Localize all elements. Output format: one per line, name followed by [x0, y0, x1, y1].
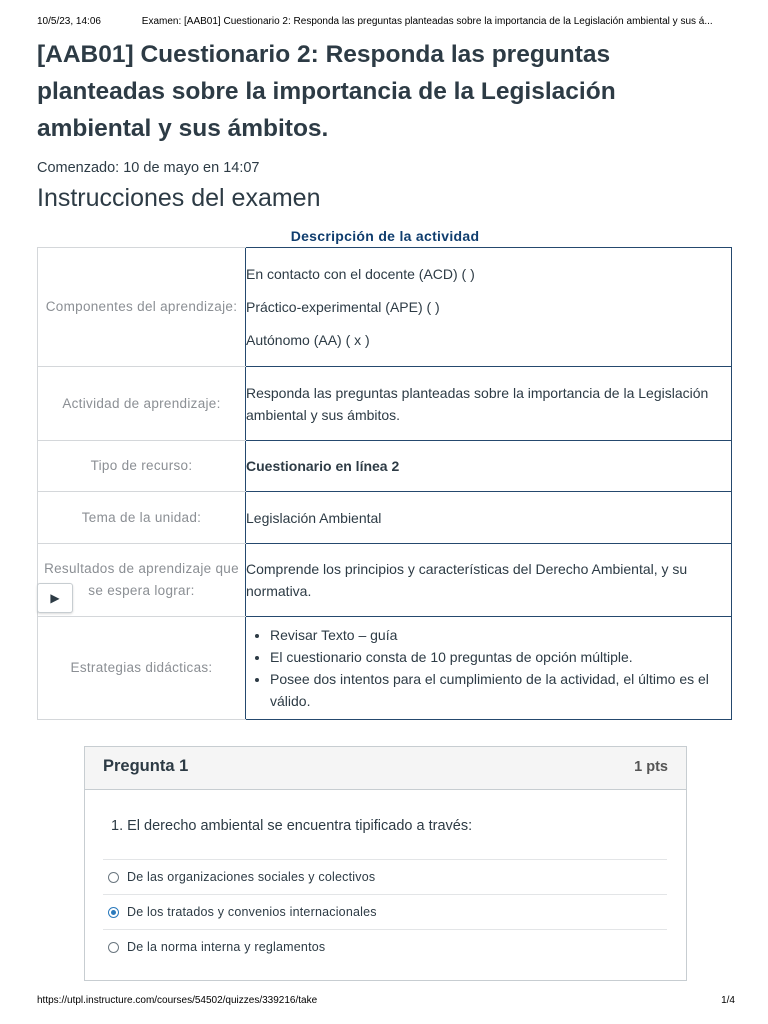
answer-option-1[interactable]: [103, 859, 667, 894]
strategies-label: Estrategias didácticas:: [38, 617, 246, 720]
strategy-item: • El cuestionario consta de 10 preguntas de opción múltiple.: [270, 646, 731, 668]
components-label: [38, 248, 246, 367]
results-label: Resultados de aprendizaje que se espera lograr:: [38, 544, 246, 617]
resource-label: Tipo de recurso:: [38, 441, 246, 492]
components-label-text: Componentes del aprendizaje:: [45, 299, 238, 314]
resource-value: [246, 441, 732, 492]
table-row-resource: [38, 441, 732, 492]
resource-value-text: Cuestionario en línea 2: [246, 458, 400, 474]
table-row-strategies: [38, 617, 732, 720]
question-title: Pregunta 1: [103, 757, 189, 775]
activity-table: [37, 247, 732, 720]
activity-table-caption: Descripción de la actividad: [290, 228, 480, 244]
table-row-components: [38, 248, 732, 367]
page-title: [AAB01] Cuestionario 2: Responda las preguntas planteadas sobre la importancia de la Legislación ambiental y sus ámbitos.: [37, 41, 616, 142]
answer-list: [103, 859, 667, 964]
answer-label: De los tratados y convenios internacionales: [127, 905, 377, 919]
strategy-item: • Posee dos intentos para el cumplimiento de la actividad, el último es el válido.: [270, 668, 731, 712]
question-header: [85, 747, 686, 790]
strategies-value: [246, 617, 732, 720]
instructions-heading: Instrucciones del examen: [37, 184, 321, 212]
topic-value: Legislación Ambiental: [246, 492, 732, 544]
radio-checked-icon[interactable]: [108, 907, 119, 918]
print-header: [37, 16, 738, 27]
question-points: 1 pts: [634, 759, 668, 775]
radio-unchecked-icon[interactable]: [108, 872, 119, 883]
strategy-item: • Revisar Texto – guía: [270, 624, 731, 646]
question-text: 1. El derecho ambiental se encuentra tipificado a través:: [111, 818, 473, 834]
component-acd: En contacto con el docente (ACD) ( ): [246, 266, 475, 282]
print-doc-title: Examen: [AAB01] Cuestionario 2: Responda las preguntas planteadas sobre la importancia de la Legislación ambiental y sus á...: [141, 16, 713, 27]
strategies-list: [246, 624, 731, 712]
results-value: Comprende los principios y características del Derecho Ambiental, y su normativa.: [246, 544, 732, 617]
play-icon: ▶: [50, 591, 60, 605]
table-row-results: [38, 544, 732, 617]
print-footer-url: https://utpl.instructure.com/courses/54502/quizzes/339216/take: [37, 995, 318, 1006]
component-ape: Práctico-experimental (APE) ( ): [246, 299, 440, 315]
radio-unchecked-icon[interactable]: [108, 942, 119, 953]
component-aa: Autónomo (AA) ( x ): [246, 332, 370, 348]
print-footer-page: 1/4: [721, 995, 735, 1006]
answer-label: De las organizaciones sociales y colectivos: [127, 870, 376, 884]
print-date: 10/5/23, 14:06: [37, 16, 101, 27]
activity-label: Actividad de aprendizaje:: [38, 367, 246, 441]
topic-label: Tema de la unidad:: [38, 492, 246, 544]
answer-label: De la norma interna y reglamentos: [127, 940, 326, 954]
answer-option-2[interactable]: [103, 894, 667, 929]
started-timestamp: Comenzado: 10 de mayo en 14:07: [37, 160, 260, 176]
table-row-activity: [38, 367, 732, 441]
question-card: [84, 746, 687, 981]
answer-option-3[interactable]: [103, 929, 667, 964]
play-button[interactable]: [37, 583, 73, 613]
components-value: [246, 248, 732, 367]
activity-value: Responda las preguntas planteadas sobre la importancia de la Legislación ambiental y sus ámbitos.: [246, 367, 732, 441]
table-row-topic: [38, 492, 732, 544]
